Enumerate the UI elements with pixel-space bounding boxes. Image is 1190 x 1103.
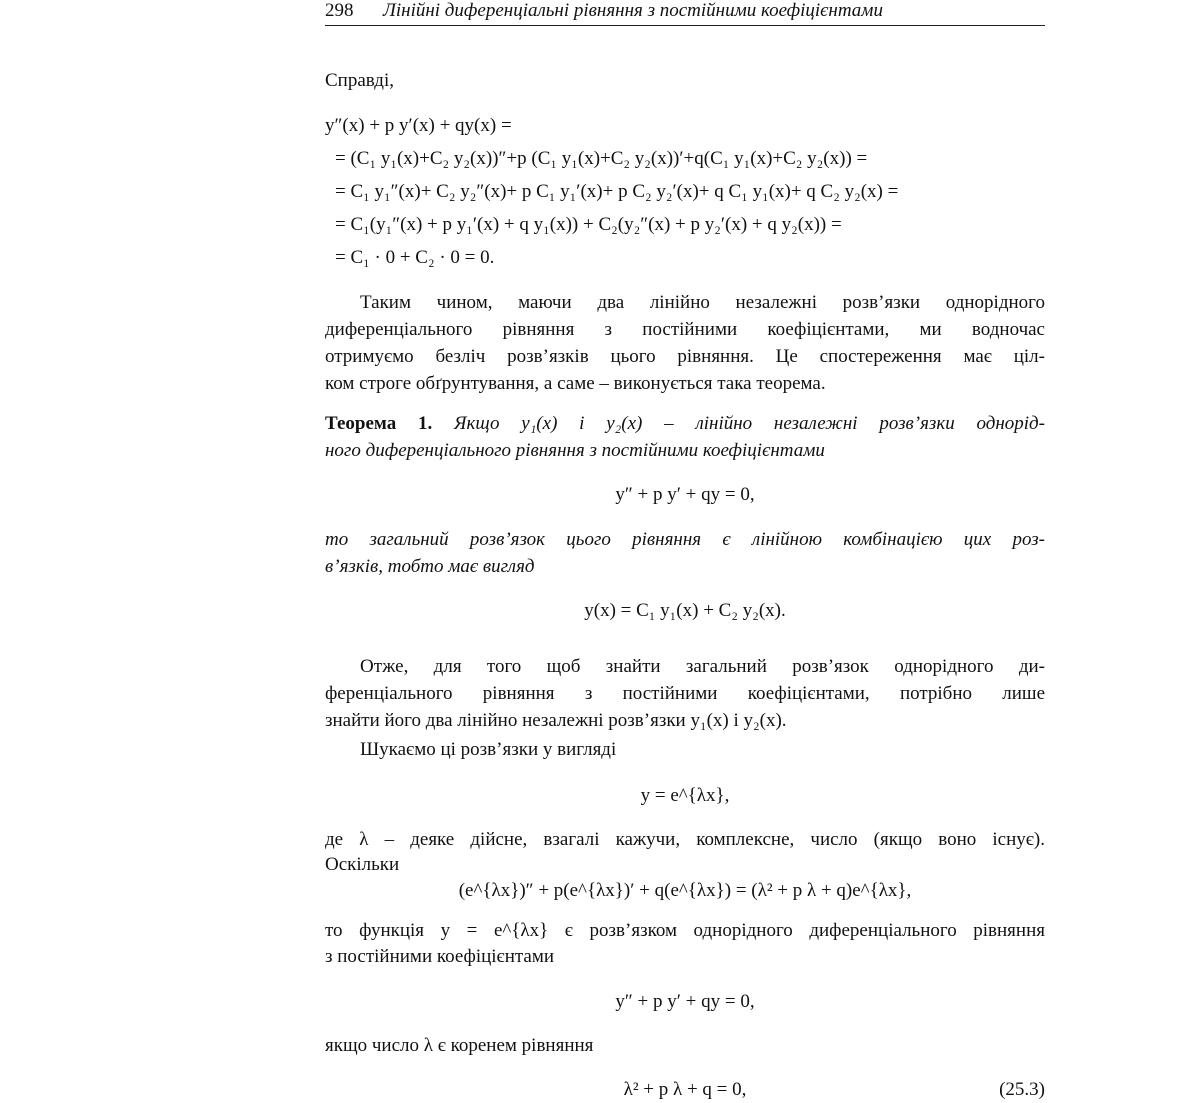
equation-characteristic bbox=[325, 1078, 1045, 1102]
derivation-line-1: y″(x) + p y′(x) + qy(x) = bbox=[325, 115, 512, 136]
paragraph-line: якщо число λ є коренем рівняння bbox=[325, 1035, 594, 1056]
paragraph-line: Оскільки bbox=[325, 854, 400, 875]
theorem-line-3: то загальний розв’язок цього рівняння є лінійною комбінацією цих роз- bbox=[325, 529, 1045, 550]
equation-homogeneous-repeat: y″ + p y′ + qy = 0, bbox=[615, 991, 755, 1012]
theorem-line-2: ного диференціального рівняння з постійними коефіцієнтами bbox=[325, 440, 825, 461]
characteristic-equation: λ² + p λ + q = 0, bbox=[623, 1079, 747, 1100]
equation-general-solution: y(x) = C₁ y₁(x) + C₂ y₂(x). bbox=[584, 600, 786, 621]
paragraph-line: знайти його два лінійно незалежні розв’язки y₁(x) і y₂(x). bbox=[325, 710, 787, 731]
theorem-line-4: в’язків, тобто має вигляд bbox=[325, 556, 535, 577]
derivation-line-4: = C₁(y₁″(x) + p y₁′(x) + q y₁(x)) + C₂(y₂″(x) + p y₂′(x) + q y₂(x)) = bbox=[335, 214, 842, 235]
theorem-line-1 bbox=[325, 412, 1045, 436]
paragraph-line: Таким чином, маючи два лінійно незалежні розв’язки однорідного bbox=[360, 292, 1045, 313]
equation-derivatives: (e^{λx})″ + p(e^{λx})′ + q(e^{λx}) = (λ² + p λ + q)e^{λx}, bbox=[458, 880, 912, 901]
equation-homogeneous: y″ + p y′ + qy = 0, bbox=[615, 484, 755, 505]
paragraph-line: Шукаємо ці розв’язки у вигляді bbox=[360, 739, 617, 760]
page bbox=[325, 0, 1045, 1103]
paragraph-line: з постійними коефіцієнтами bbox=[325, 946, 555, 967]
paragraph-line: отримуємо безліч розв’язків цього рівняння. Це спостереження має ціл- bbox=[325, 346, 1045, 367]
paragraph-line: Отже, для того щоб знайти загальний розв’язок однорідного ди- bbox=[360, 656, 1045, 677]
theorem-text: Якщо y₁(x) і y₂(x) – лінійно незалежні розв’язки однорід- bbox=[454, 413, 1045, 434]
running-header bbox=[325, 0, 1045, 26]
equation-exponential: y = e^{λx}, bbox=[640, 785, 730, 806]
derivation-line-5: = C₁ · 0 + C₂ · 0 = 0. bbox=[335, 247, 495, 268]
paragraph-line: де λ – деяке дійсне, взагалі кажучи, комплексне, число (якщо воно існує). bbox=[325, 829, 1045, 850]
paragraph-line: ференціального рівняння з постійними коефіцієнтами, потрібно лише bbox=[325, 683, 1045, 704]
derivation-line-2: = (C₁ y₁(x)+C₂ y₂(x))″+p (C₁ y₁(x)+C₂ y₂(x))′+q(C₁ y₁(x)+C₂ y₂(x)) = bbox=[335, 148, 868, 169]
intro-text: Справді, bbox=[325, 70, 394, 91]
running-title: Лінійні диференціальні рівняння з постійними коефіцієнтами bbox=[383, 0, 883, 21]
paragraph-line: то функція y = e^{λx} є розв’язком однорідного диференціального рівняння bbox=[325, 920, 1045, 941]
equation-number: (25.3) bbox=[999, 1079, 1045, 1100]
page-number: 298 bbox=[325, 0, 354, 21]
derivation-line-3: = C₁ y₁″(x)+ C₂ y₂″(x)+ p C₁ y₁′(x)+ p C₂ y₂′(x)+ q C₁ y₁(x)+ q C₂ y₂(x) = bbox=[335, 181, 899, 202]
paragraph-line: ком строге обґрунтування, а саме – виконується така теорема. bbox=[325, 373, 826, 394]
paragraph-line: диференціального рівняння з постійними коефіцієнтами, ми водночас bbox=[325, 319, 1045, 340]
theorem-label: Теорема 1. bbox=[325, 413, 433, 434]
